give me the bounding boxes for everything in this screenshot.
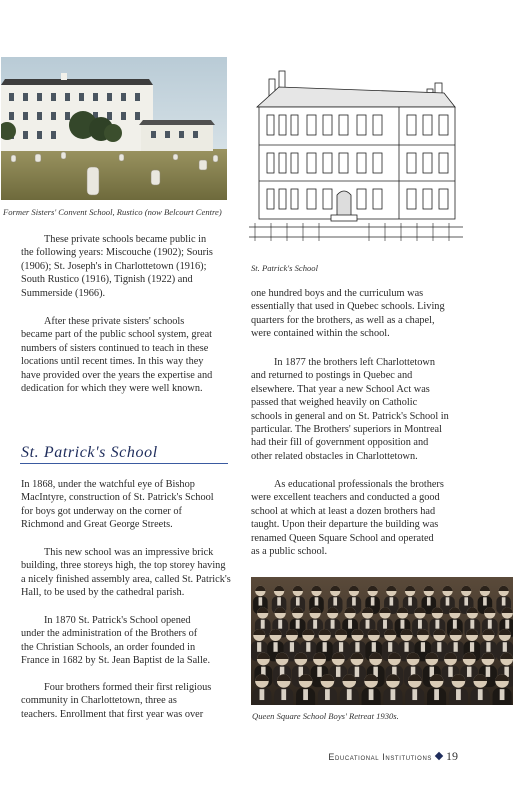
figure-shirt (412, 689, 417, 700)
st-patricks-caption: St. Patrick's School (251, 263, 318, 273)
figure-shirt (470, 642, 474, 652)
text-line: under the administration of the Brothers of (21, 628, 198, 640)
st-patricks-drawing (249, 67, 463, 246)
figure-shirt (303, 689, 308, 700)
text-line: locations until recent times. In this way they (21, 356, 204, 368)
figure-shirt (336, 667, 340, 677)
figure-shirt (355, 667, 359, 677)
figure-shirt (434, 689, 439, 700)
text-line: were excellent teachers and conducted a good (251, 492, 440, 504)
figure-shirt (388, 642, 392, 652)
diamond-icon (435, 752, 443, 760)
text-line: This new school was an impressive brick (44, 547, 214, 558)
figure-shirt (366, 620, 370, 629)
text-line: dedication for which they were well known. (21, 383, 203, 395)
figure-shirt (446, 597, 450, 605)
text-line: were contained within the school. (251, 328, 390, 340)
figure-shirt (383, 620, 387, 629)
text-line: Hall, to be used by the cathedral parish. (21, 587, 185, 599)
text-line: building, three storeys high, the top storey having (21, 560, 226, 572)
figure-shirt (391, 689, 396, 700)
figure-shirt (372, 642, 376, 652)
text-line: teachers. Enrollment that first year was over (21, 708, 204, 720)
text-line: renamed Queen Square School and operated (251, 532, 434, 544)
text-line: school at which at least a dozen brothers had (251, 505, 436, 517)
text-line: quarters for the brothers, as well as a chapel, (251, 314, 435, 326)
figure-shirt (401, 620, 405, 629)
retreat-photo-caption: Queen Square School Boys' Retreat 1930s. (252, 711, 399, 721)
figure-shirt (478, 689, 483, 700)
figure-shirt (296, 620, 300, 629)
footer-section-title: Educational Institutions (328, 752, 432, 762)
paragraph-public-schools (21, 233, 213, 300)
text-line: one hundred boys and the curriculum was (251, 288, 424, 299)
figure-shirt (488, 620, 492, 629)
paragraph-1870-opening (21, 614, 210, 668)
text-line: As educational professionals the brothers (274, 479, 444, 490)
figure-shirt (277, 597, 281, 605)
paragraph-sisters-schools (21, 315, 212, 395)
figure-shirt (257, 642, 261, 652)
figure-shirt (323, 642, 327, 652)
figure-shirt (448, 667, 452, 677)
figure-shirt (503, 642, 507, 652)
figure-shirt (369, 689, 374, 700)
paragraph-1877-departure (251, 356, 449, 463)
figure-shirt (281, 689, 286, 700)
figure-shirt (467, 667, 471, 677)
figure-shirt (331, 620, 335, 629)
figure-shirt (317, 667, 321, 677)
text-line: elsewhere. That year a new School Act was (251, 383, 430, 395)
figure-shirt (290, 642, 294, 652)
figure-shirt (427, 597, 431, 605)
figure-shirt (470, 620, 474, 629)
figure-shirt (486, 667, 490, 677)
text-line: In 1868, under the watchful eye of Bishop (21, 479, 195, 490)
figure-shirt (348, 620, 352, 629)
figure-shirt (483, 597, 487, 605)
text-line: In 1877 the brothers left Charlottetown (274, 357, 435, 368)
figure-shirt (306, 642, 310, 652)
figure-shirt (260, 689, 265, 700)
figure-shirt (315, 597, 319, 605)
figure-shirt (505, 620, 509, 629)
figure-shirt (500, 689, 505, 700)
figure-shirt (371, 597, 375, 605)
text-line: MacIntyre, construction of St. Patrick's School (21, 492, 214, 504)
text-line: became part of the public school system, great (21, 329, 213, 341)
text-line: a nicely finished assembly area, called St. Patrick's (21, 573, 231, 585)
figure-shirt (404, 642, 408, 652)
paragraph-queen-square (251, 478, 444, 558)
figure-shirt (502, 597, 506, 605)
figure-shirt (339, 642, 343, 652)
figure-shirt (325, 689, 330, 700)
figure-shirt (435, 620, 439, 629)
figure-shirt (278, 620, 282, 629)
text-line: the following years: Miscouche (1902); Souris (21, 247, 213, 259)
text-line: the Christian Schools, an order founded in (21, 641, 196, 653)
text-line: Richmond and Great George Streets. (21, 519, 173, 531)
section-heading: St. Patrick's School (21, 444, 158, 461)
figure-shirt (296, 597, 300, 605)
text-line: Four brothers formed their first religious (44, 682, 212, 693)
page-number: 19 (446, 749, 458, 763)
text-line: essentially that used in Quebec schools. Living (251, 301, 445, 313)
figure-shirt (261, 620, 265, 629)
text-line: and returned to postings in Quebec and (251, 370, 413, 382)
text-line: community in Charlottetown, three as (21, 695, 177, 707)
figure-shirt (486, 642, 490, 652)
figure-shirt (273, 642, 277, 652)
figure-shirt (421, 642, 425, 652)
figure-shirt (355, 642, 359, 652)
paragraph-enrollment-continued (251, 287, 445, 341)
figure-shirt (464, 597, 468, 605)
text-line: particular. The Brothers' superiors in Montreal (251, 424, 442, 436)
figure-shirt (352, 597, 356, 605)
text-line: other related obstacles in Charlottetown. (251, 450, 418, 462)
text-line: (1906); St. Joseph's in Charlottetown (1916); (21, 260, 207, 272)
figure-shirt (454, 642, 458, 652)
figure-shirt (408, 597, 412, 605)
figure-shirt (453, 620, 457, 629)
figure-shirt (437, 642, 441, 652)
paragraph-construction (21, 478, 214, 532)
text-line: South Rustico (1916), Tignish (1922) and (21, 274, 193, 286)
text-line: had their fill of government opposition and (251, 437, 429, 449)
figure-shirt (390, 597, 394, 605)
text-line: Summerside (1966). (21, 287, 106, 299)
figure-shirt (259, 597, 263, 605)
retreat-group-photo (251, 577, 513, 705)
text-line: have provided over the years the expertise and (21, 369, 213, 381)
paragraph-four-brothers (21, 681, 211, 721)
figure-shirt (347, 689, 352, 700)
text-line: numbers of sisters continued to teach in these (21, 342, 209, 354)
text-line: In 1870 St. Patrick's School opened (44, 615, 191, 626)
figure-shirt (333, 597, 337, 605)
convent-photo-caption: Former Sisters' Convent School, Rustico (now Belcourt Centre) (3, 207, 222, 217)
page-footer (328, 749, 458, 764)
figure-shirt (313, 620, 317, 629)
text-line: schools in general and on St. Patrick's School in (251, 410, 449, 422)
figure-shirt (418, 620, 422, 629)
text-line: as a public school. (251, 546, 328, 558)
text-line: France in 1682 by St. Jean Baptist de la Salle. (21, 655, 211, 667)
text-line: After these private sisters' schools (44, 316, 185, 327)
heading-underline (20, 463, 228, 464)
text-line: These private schools became public in (44, 234, 207, 245)
text-line: for boys got underway on the corner of (21, 505, 182, 517)
paragraph-new-school (21, 546, 231, 600)
text-line: passed that weighed heavily on Catholic (251, 397, 418, 409)
figure-shirt (456, 689, 461, 700)
text-line: taught. Upon their departure the building was (251, 519, 439, 531)
convent-school-photo (1, 57, 227, 200)
